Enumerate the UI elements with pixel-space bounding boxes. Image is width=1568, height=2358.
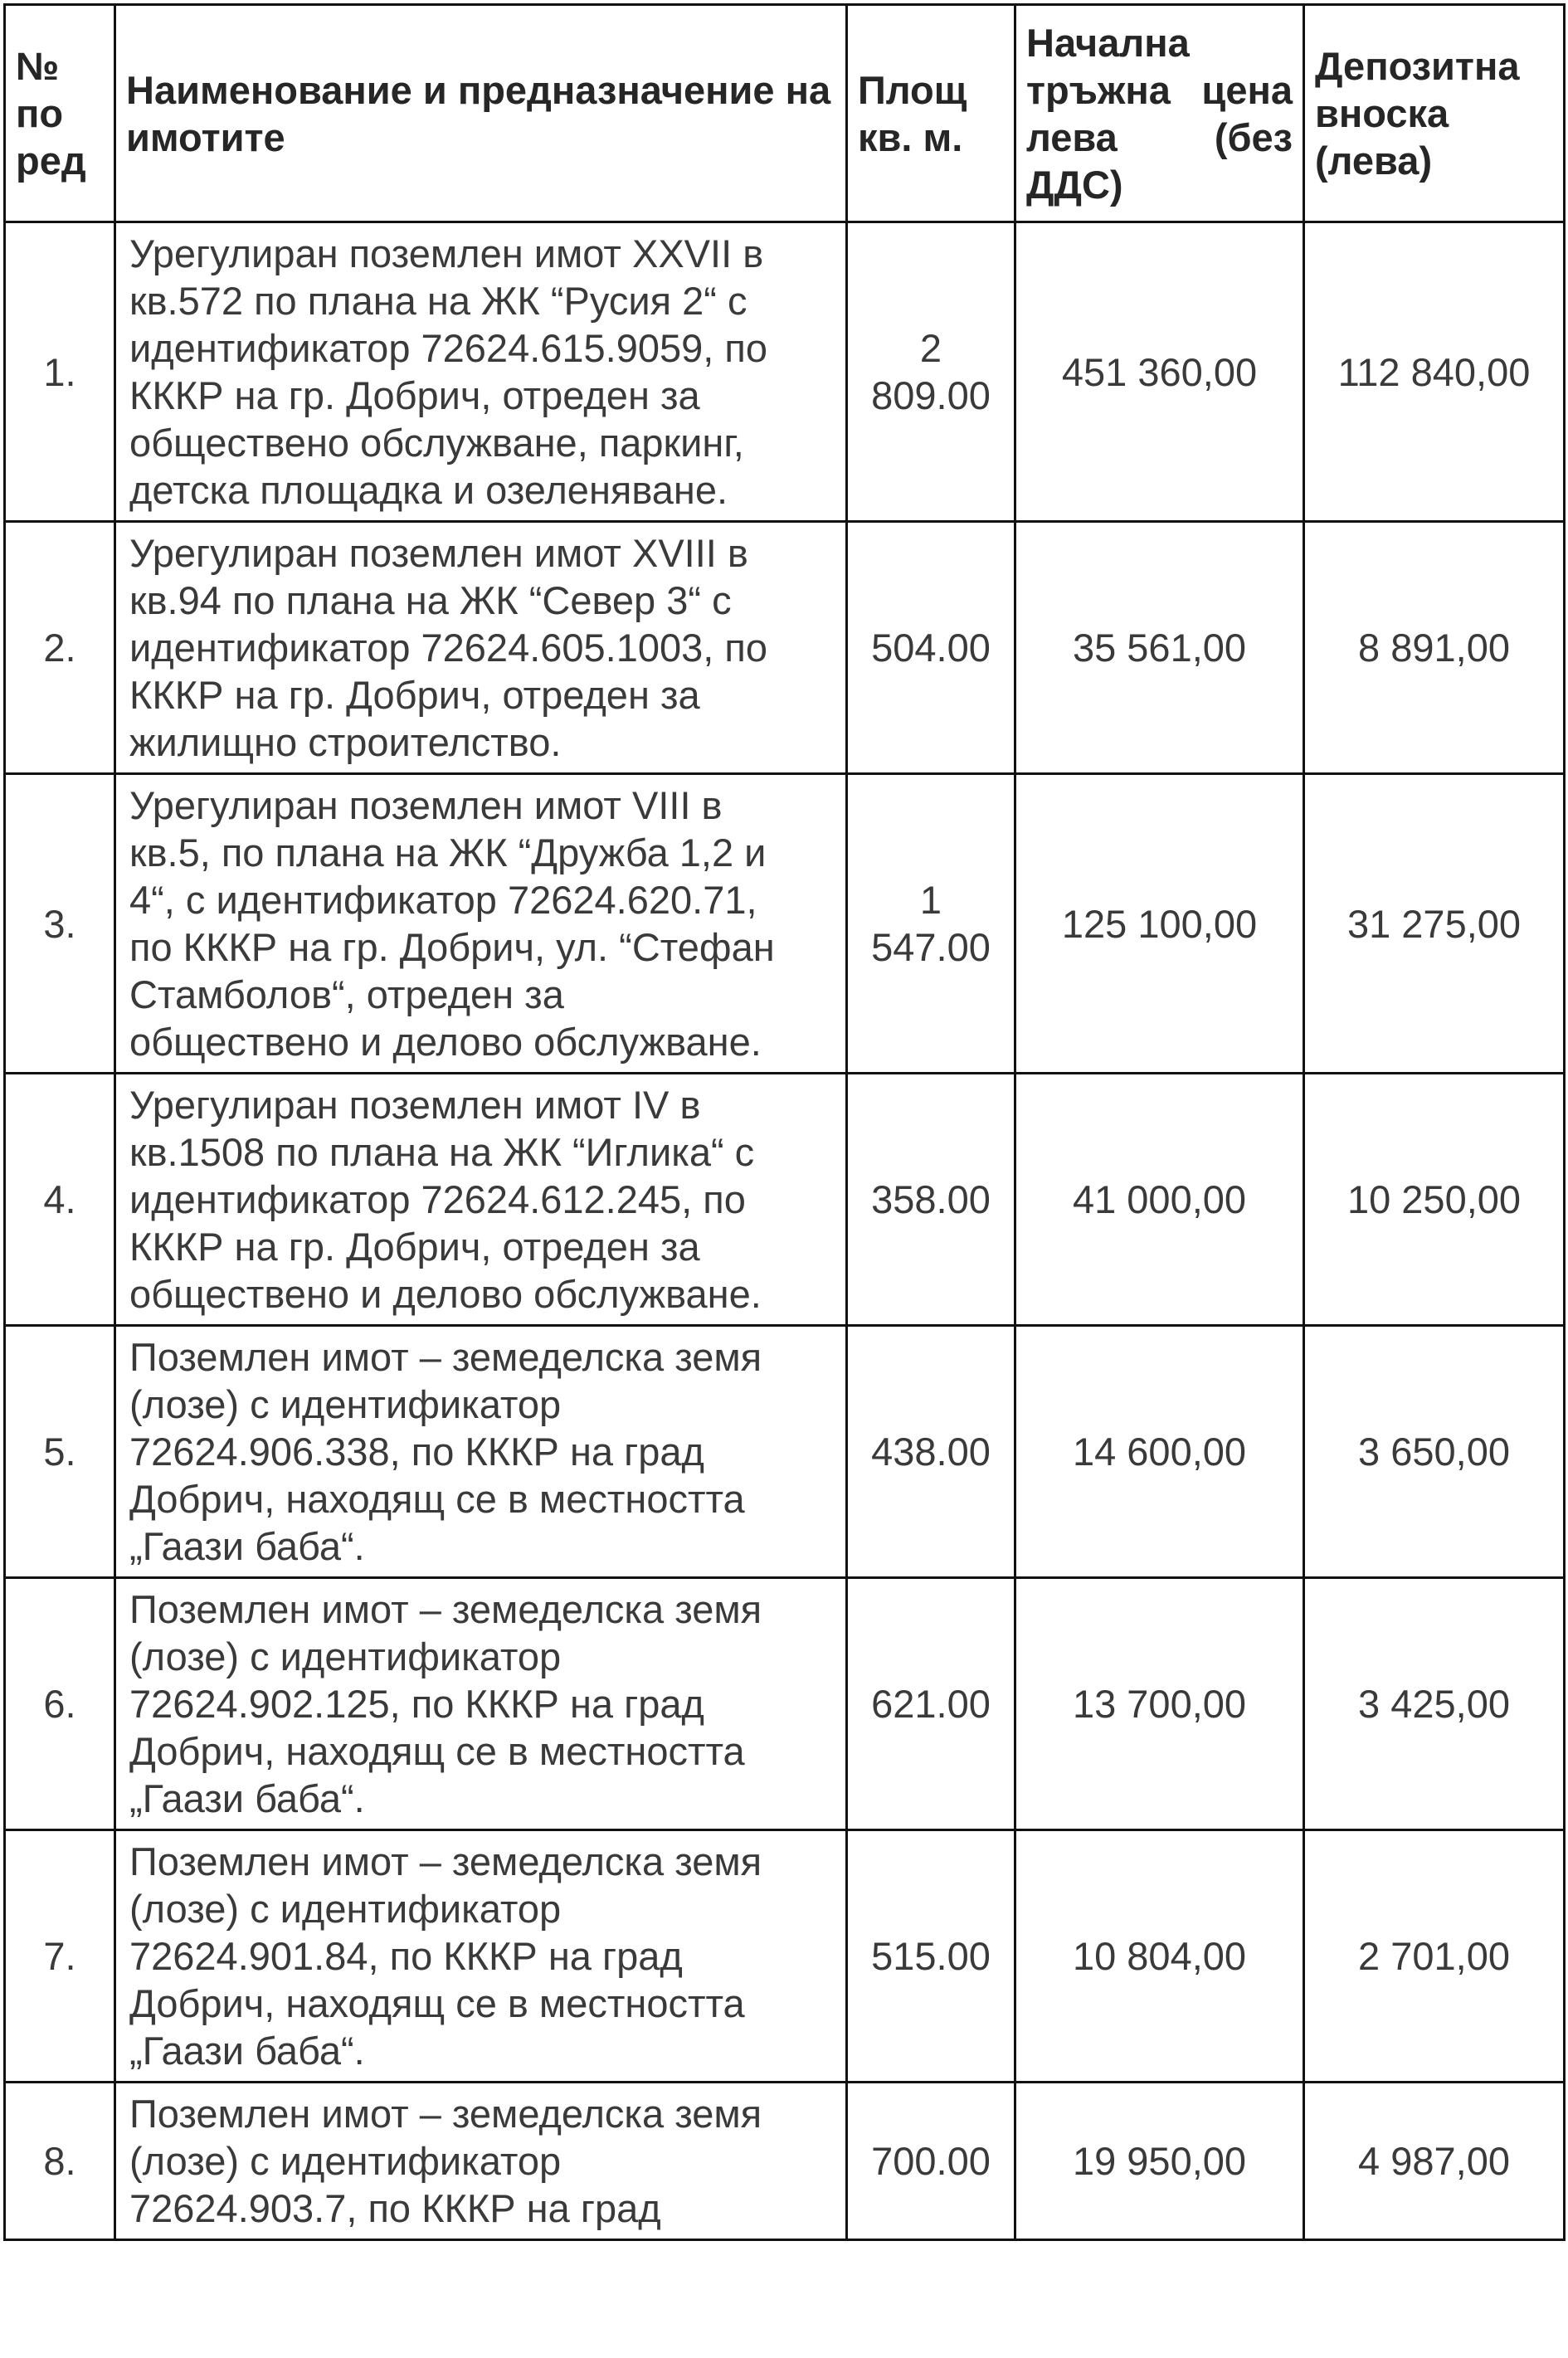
price-cell: 35 561,00 [1015, 522, 1304, 774]
property-description: Урегулиран поземлен имот IV в кв.1508 по плана на ЖК “Иглика“ с идентификатор 72624.612.245, по КККР на гр. Добрич, отреден за обществено и делово обслужване. [115, 1074, 847, 1326]
deposit-cell: 3 650,00 [1304, 1326, 1565, 1578]
header-no: № по ред [5, 5, 115, 222]
table-row [5, 1074, 1565, 1326]
price-cell: 13 700,00 [1015, 1578, 1304, 1830]
row-number: 2. [5, 522, 115, 774]
deposit-cell: 2 701,00 [1304, 1830, 1565, 2083]
price-cell: 41 000,00 [1015, 1074, 1304, 1326]
area-cell: 700.00 [847, 2083, 1015, 2240]
price-cell: 14 600,00 [1015, 1326, 1304, 1578]
deposit-cell: 8 891,00 [1304, 522, 1565, 774]
header-row [5, 5, 1565, 222]
area-cell: 1 547.00 [847, 774, 1015, 1074]
property-description: Урегулиран поземлен имот VIII в кв.5, по плана на ЖК “Дружба 1,2 и 4“, с идентификатор 72624.620.71, по КККР на гр. Добрич, ул. “Стефан Стамболов“, отреден за обществено и делово обслужване. [115, 774, 847, 1074]
property-description: Урегулиран поземлен имот XXVII в кв.572 по плана на ЖК “Русия 2“ с идентификатор 72624.615.9059, по КККР на гр. Добрич, отреден за обществено обслужване, паркинг, детска площадка и озеленяване. [115, 222, 847, 522]
price-cell: 451 360,00 [1015, 222, 1304, 522]
property-description: Поземлен имот – земеделска земя (лозе) с идентификатор 72624.902.125, по КККР на град Добрич, находящ се в местността „Гаази баба“. [115, 1578, 847, 1830]
table-row [5, 1578, 1565, 1830]
area-cell: 621.00 [847, 1578, 1015, 1830]
table-row [5, 1830, 1565, 2083]
row-number: 1. [5, 222, 115, 522]
header-deposit: Депозитна вноска (лева) [1304, 5, 1565, 222]
area-cell: 515.00 [847, 1830, 1015, 2083]
table-row [5, 222, 1565, 522]
deposit-cell: 112 840,00 [1304, 222, 1565, 522]
area-cell: 504.00 [847, 522, 1015, 774]
deposit-cell: 3 425,00 [1304, 1578, 1565, 1830]
header-area: Площ кв. м. [847, 5, 1015, 222]
deposit-cell: 4 987,00 [1304, 2083, 1565, 2240]
row-number: 3. [5, 774, 115, 1074]
deposit-cell: 10 250,00 [1304, 1074, 1565, 1326]
property-description: Поземлен имот – земеделска земя (лозе) с идентификатор 72624.901.84, по КККР на град Добрич, находящ се в местността „Гаази баба“. [115, 1830, 847, 2083]
deposit-cell: 31 275,00 [1304, 774, 1565, 1074]
row-number: 7. [5, 1830, 115, 2083]
price-cell: 125 100,00 [1015, 774, 1304, 1074]
header-price: Начална тръжна цена лева (без ДДС) [1015, 5, 1304, 222]
area-cell: 358.00 [847, 1074, 1015, 1326]
header-name: Наименование и предназначение на имотите [115, 5, 847, 222]
price-cell: 19 950,00 [1015, 2083, 1304, 2240]
price-cell: 10 804,00 [1015, 1830, 1304, 2083]
property-description: Урегулиран поземлен имот XVIII в кв.94 по плана на ЖК “Север 3“ с идентификатор 72624.605.1003, по КККР на гр. Добрич, отреден за жилищно строителство. [115, 522, 847, 774]
row-number: 8. [5, 2083, 115, 2240]
area-cell: 2 809.00 [847, 222, 1015, 522]
row-number: 4. [5, 1074, 115, 1326]
area-cell: 438.00 [847, 1326, 1015, 1578]
table-row [5, 522, 1565, 774]
table-row [5, 774, 1565, 1074]
property-description: Поземлен имот – земеделска земя (лозе) с идентификатор 72624.903.7, по КККР на град [115, 2083, 847, 2240]
properties-table [3, 3, 1566, 2241]
row-number: 5. [5, 1326, 115, 1578]
property-description: Поземлен имот – земеделска земя (лозе) с идентификатор 72624.906.338, по КККР на град Добрич, находящ се в местността „Гаази баба“. [115, 1326, 847, 1578]
table-row [5, 2083, 1565, 2240]
table-row [5, 1326, 1565, 1578]
row-number: 6. [5, 1578, 115, 1830]
